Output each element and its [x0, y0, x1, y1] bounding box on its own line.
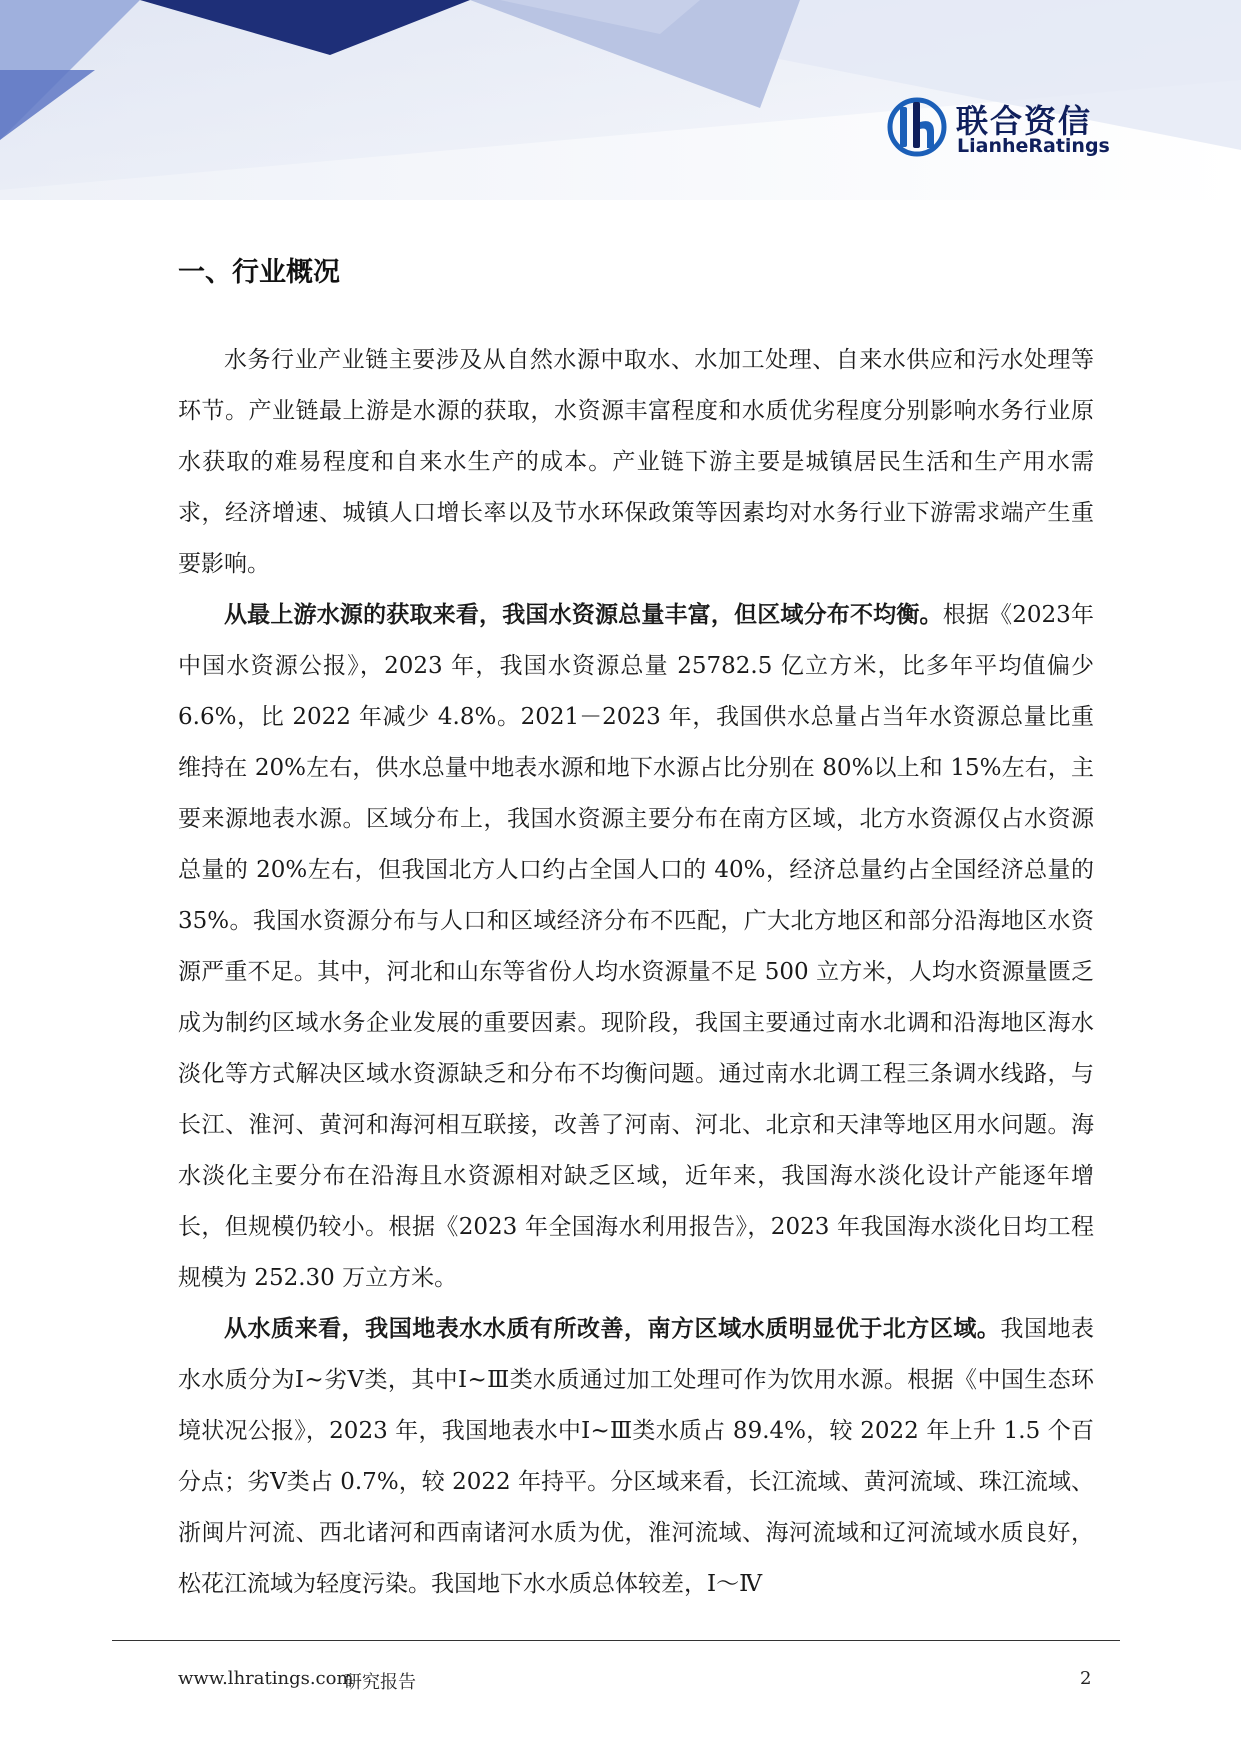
paragraph-2 [178, 590, 1094, 1304]
paragraph-3-lead: 从水质来看，我国地表水水质有所改善，南方区域水质明显优于北方区域。 [224, 1316, 1001, 1342]
paragraph-3 [178, 1304, 1094, 1610]
section-title: 一、行业概况 [178, 257, 340, 288]
page-number: 2 [1080, 1668, 1092, 1689]
paragraph-1 [178, 335, 1094, 590]
lianhe-logo-icon [886, 96, 948, 158]
paragraph-2-body: 根据《2023年中国水资源公报》，2023 年，我国水资源总量 25782.5 亿立方米，比多年平均值偏少 6.6%，比 2022 年减少 4.8%。2021－2023 年，我国供水总量占当年水资源总量比重维持在 20%左右，供水总量中地表水源和地下水源占比分别在 80%以上和 15%左右，主要来源地表水源。区域分布上，我国水资源主要分布在南方区域，北方水资源仅占水资源总量的 20%左右，但我国北方人口约占全国人口的 40%，经济总量约占全国经济总量的 35%。我国水资源分布与人口和区域经济分布不匹配，广大北方地区和部分沿海地区水资源严重不足。其中，河北和山东等省份人均水资源量不足 500 立方米，人均水资源量匮乏成为制约区域水务企业发展的重要因素。现阶段，我国主要通过南水北调和沿海地区海水淡化等方式解决区域水资源缺乏和分布不均衡问题。通过南水北调工程三条调水线路，与长江、淮河、黄河和海河相互联接，改善了河南、河北、北京和天津等地区用水问题。海水淡化主要分布在沿海且水资源相对缺乏区域，近年来，我国海水淡化设计产能逐年增长，但规模仍较小。根据《2023 年全国海水利用报告》，2023 年我国海水淡化日均工程规模为 252.30 万立方米。 [178, 602, 1094, 1291]
logo-chinese-name: 联合资信 [956, 102, 1093, 140]
logo-english-name: LianheRatings [957, 135, 1110, 157]
paragraph-3-body: 我国地表水水质分为Ⅰ~劣Ⅴ类，其中Ⅰ~Ⅲ类水质通过加工处理可作为饮用水源。根据《中国生态环境状况公报》，2023 年，我国地表水中Ⅰ~Ⅲ类水质占 89.4%，较 2022 年上升 1.5 个百分点；劣Ⅴ类占 0.7%，较 2022 年持平。分区域来看，长江流域、黄河流域、珠江流域、浙闽片河流、西北诸河和西南诸河水质为优，淮河流域、海河流域和辽河流域水质良好，松花江流域为轻度污染。我国地下水水质总体较差，Ⅰ～Ⅳ [178, 1316, 1095, 1597]
footer-website-link[interactable]: www.lhratings.com [178, 1668, 354, 1689]
paragraph-1-body: 水务行业产业链主要涉及从自然水源中取水、水加工处理、自来水供应和污水处理等环节。产业链最上游是水源的获取，水资源丰富程度和水质优劣程度分别影响水务行业原水获取的难易程度和自来水生产的成本。产业链下游主要是城镇居民生活和生产用水需求，经济增速、城镇人口增长率以及节水环保政策等因素均对水务行业下游需求端产生重要影响。 [178, 347, 1094, 577]
report-body [178, 335, 1094, 1610]
company-logo [886, 92, 1126, 162]
footer-divider [112, 1640, 1120, 1641]
paragraph-2-lead: 从最上游水源的获取来看，我国水资源总量丰富，但区域分布不均衡。 [224, 602, 943, 628]
footer-report-label: 研究报告 [344, 1672, 416, 1693]
